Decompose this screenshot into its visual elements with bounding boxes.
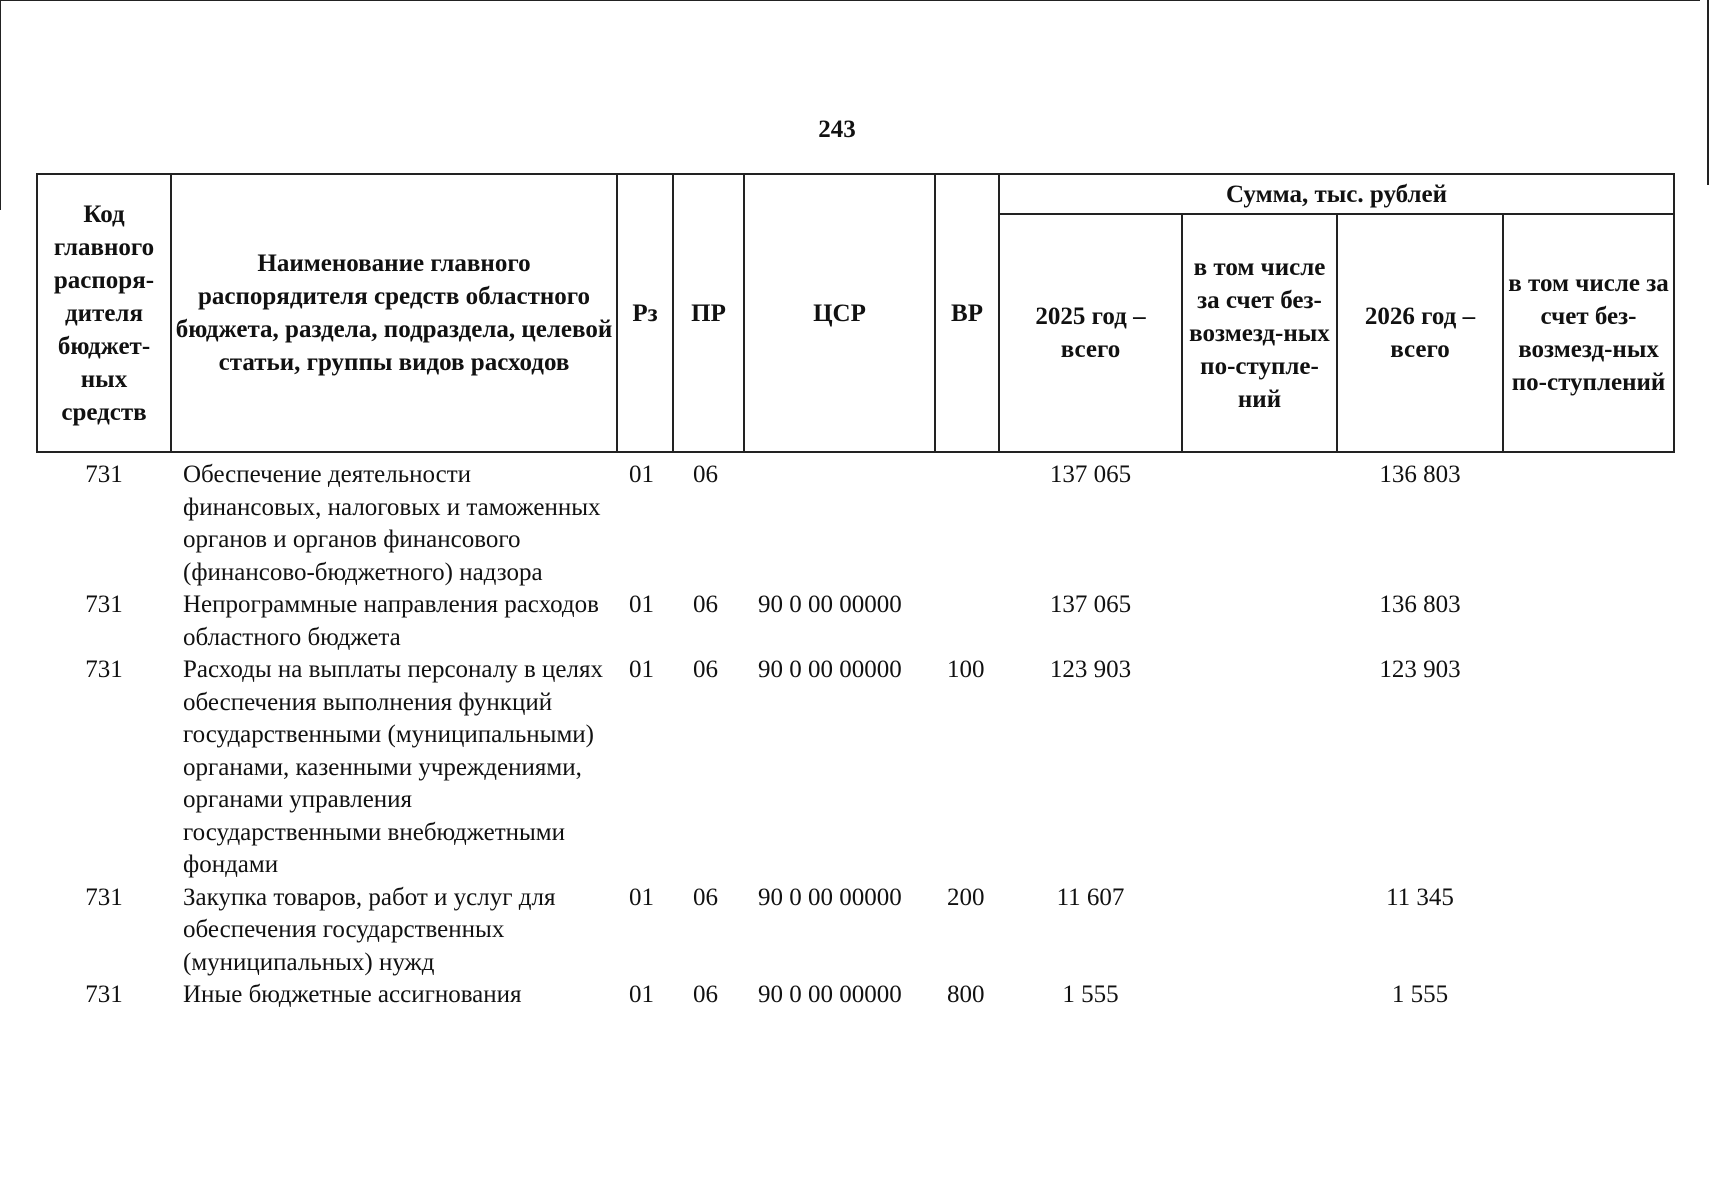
amount-2026-gratuitous — [1503, 589, 1674, 654]
amount-2025-gratuitous — [1182, 979, 1337, 1012]
amount-2026-gratuitous — [1503, 452, 1674, 589]
budget-code: 731 — [85, 591, 123, 618]
header-rz: Рз — [617, 174, 673, 452]
scan-frame-right — [1707, 0, 1709, 185]
table-row — [37, 589, 1674, 654]
budget-code: 731 — [85, 656, 123, 683]
expense-type-vr — [935, 452, 999, 589]
amount-2026-total: 11 345 — [1386, 883, 1454, 911]
subsection-pr: 06 — [693, 656, 718, 683]
expense-type-vr: 200 — [947, 883, 985, 911]
amount-2026-total: 123 903 — [1379, 656, 1461, 683]
page-number: 243 — [818, 116, 856, 143]
budget-table — [36, 173, 1675, 1012]
subsection-pr: 06 — [693, 883, 718, 911]
section-rz: 01 — [629, 981, 654, 1008]
scan-frame-top — [0, 0, 1700, 1]
table-body — [37, 452, 1674, 1012]
amount-2026-gratuitous — [1503, 654, 1674, 882]
section-rz: 01 — [629, 591, 654, 618]
target-article-csr: 90 0 00 00000 — [758, 981, 902, 1008]
subsection-pr: 06 — [693, 461, 718, 488]
amount-2026-gratuitous — [1503, 979, 1674, 1012]
header-sum: Сумма, тыс. рублей — [999, 174, 1674, 214]
target-article-csr: 90 0 00 00000 — [758, 883, 902, 911]
amount-2025-total: 123 903 — [1049, 656, 1132, 683]
header-name: Наименование главного распорядителя средств областного бюджета, раздела, подраздела, целевой статьи, группы видов расходов — [171, 174, 617, 452]
table-row — [37, 882, 1674, 980]
expense-name: Непрограммные направления расходов областного бюджета — [183, 591, 599, 651]
expense-name: Закупка товаров, работ и услуг для обеспечения государственных (муниципальных) нужд — [183, 883, 556, 976]
amount-2025-gratuitous — [1182, 882, 1337, 980]
amount-2026-total: 1 555 — [1391, 981, 1449, 1008]
section-rz: 01 — [629, 656, 654, 683]
header-2025-total: 2025 год – всего — [999, 214, 1182, 452]
expense-type-vr — [935, 589, 999, 654]
target-article-csr: 90 0 00 00000 — [758, 591, 902, 618]
amount-2026-gratuitous — [1503, 882, 1674, 980]
amount-2025-total: 137 065 — [1049, 591, 1132, 618]
amount-2025-gratuitous — [1182, 589, 1337, 654]
target-article-csr: 90 0 00 00000 — [758, 656, 902, 683]
header-pr: ПР — [673, 174, 744, 452]
header-2025-gratuitous: в том числе за счет без-возмезд-ных по-ступле-ний — [1182, 214, 1337, 452]
budget-code: 731 — [85, 461, 123, 488]
subsection-pr: 06 — [693, 981, 718, 1008]
expense-name: Расходы на выплаты персоналу в целях обеспечения выполнения функций государственными (муниципальными) органами, казенными учреждениями, органами управления государственными внебюджетными фондами — [183, 656, 603, 878]
budget-code: 731 — [85, 883, 123, 911]
amount-2026-total: 136 803 — [1379, 461, 1461, 488]
amount-2025-gratuitous — [1182, 452, 1337, 589]
header-vr: ВР — [935, 174, 999, 452]
section-rz: 01 — [629, 883, 654, 911]
expense-name: Обеспечение деятельности финансовых, налоговых и таможенных органов и органов финансового (финансово-бюджетного) надзора — [183, 461, 601, 586]
target-article-csr — [744, 452, 935, 589]
amount-2025-total: 137 065 — [1049, 461, 1132, 488]
expense-type-vr: 100 — [947, 656, 985, 683]
amount-2025-total: 11 607 — [1056, 883, 1125, 911]
amount-2025-gratuitous — [1182, 654, 1337, 882]
table-row — [37, 452, 1674, 589]
amount-2026-total: 136 803 — [1379, 591, 1461, 618]
header-2026-gratuitous: в том числе за счет без-возмезд-ных по-ступлений — [1503, 214, 1674, 452]
table-row — [37, 979, 1674, 1012]
section-rz: 01 — [629, 461, 654, 488]
table-header — [37, 174, 1674, 452]
header-2026-total: 2026 год – всего — [1337, 214, 1503, 452]
scan-frame-left — [0, 0, 1, 210]
expense-type-vr: 800 — [947, 981, 985, 1008]
header-code: Код главного распоря-дителя бюджет-ных средств — [37, 174, 171, 452]
budget-code: 731 — [85, 981, 123, 1008]
header-csr: ЦСР — [744, 174, 935, 452]
subsection-pr: 06 — [693, 591, 718, 618]
expense-name: Иные бюджетные ассигнования — [183, 981, 522, 1008]
table-row — [37, 654, 1674, 882]
amount-2025-total: 1 555 — [1062, 981, 1119, 1008]
